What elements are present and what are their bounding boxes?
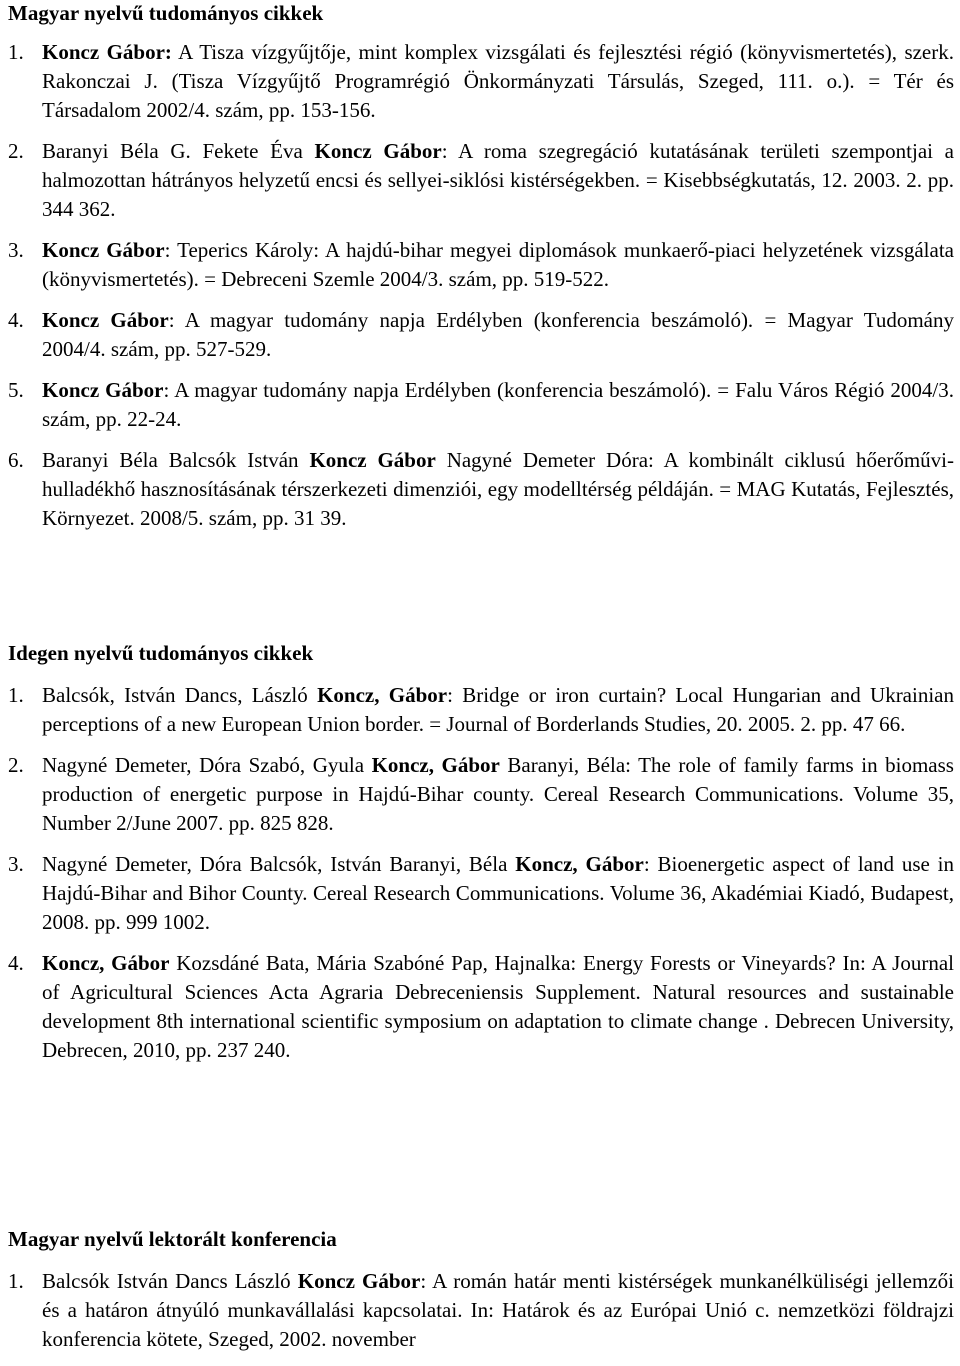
citation-text: Nagyné Demeter, Dóra Balcsók, István Baranyi, Béla: [42, 852, 516, 876]
entry-number: 2.: [8, 753, 24, 777]
entry-number: 3.: [8, 852, 24, 876]
citation-text: Nagyné Demeter Dóra: A kombinált ciklusú hőerőművi-hulladékhő hasznosításának térszerkezeti dimenziói, egy modelltérség példáján. = MAG Kutatás, Fejlesztés, Környezet. 2008/5. szám, pp. 31 39.: [42, 448, 954, 530]
entry-number: 1.: [8, 1269, 24, 1293]
citation-text: Balcsók István Dancs László: [42, 1269, 298, 1293]
bibliography-entry: [0, 137, 960, 224]
citation-text: Baranyi, Béla: The role of family farms in biomass production of energetic purpose in Hajdú-Bihar county. Cereal Research Communications. Volume 35, Number 2/June 2007. pp. 825 828.: [42, 753, 954, 835]
citation-text: : A magyar tudomány napja Erdélyben (konferencia beszámoló). = Falu Város Régió 2004/3. szám, pp. 22-24.: [42, 378, 954, 431]
section-heading-hungarian-articles: Magyar nyelvű tudományos cikkek: [8, 1, 324, 25]
entry-number: 4.: [8, 951, 24, 975]
citation-text: : A román határ menti kistérségek munkanélküliségi jellemzői és a határon átnyúló munkavállalási kapcsolatai. In: Határok és az Európai Unió c. nemzetközi földrajzi konferencia kötete, Szeged, 2002. november: [42, 1269, 954, 1351]
citation-text: Nagyné Demeter, Dóra Szabó, Gyula: [42, 753, 372, 777]
bibliography-entry: [0, 949, 960, 1065]
author-name-bold: Koncz, Gábor: [317, 683, 448, 707]
citation-text: Baranyi Béla Balcsók István: [42, 448, 310, 472]
citation-text: Kozsdáné Bata, Mária Szabóné Pap, Hajnalka: Energy Forests or Vineyards? In: A Journal of Agricultural Sciences Acta Agraria Debreceniensis Supplement. Natural resources and sustainable development 8th international scientific symposium on adaptation to climate change . Debrecen University, Debrecen, 2010, pp. 237 240.: [42, 951, 954, 1062]
author-name-bold: Koncz Gábor: [42, 308, 169, 332]
hungarian-conference-list: [0, 1267, 960, 1366]
entry-number: 4.: [8, 308, 24, 332]
citation-text: : Bridge or iron curtain? Local Hungarian and Ukrainian perceptions of a new European Union border. = Journal of Borderlands Studies, 20. 2005. 2. pp. 47 66.: [42, 683, 954, 736]
entry-number: 1.: [8, 40, 24, 64]
citation-text: Baranyi Béla G. Fekete Éva: [42, 139, 315, 163]
bibliography-entry: [0, 446, 960, 533]
citation-text: : Teperics Károly: A hajdú-bihar megyei diplomások munkaerő-piaci helyzetének vizsgálata (könyvismertetés). = Debreceni Szemle 2004/3. szám, pp. 519-522.: [42, 238, 954, 291]
author-name-bold: Koncz, Gábor: [42, 951, 170, 975]
hungarian-articles-list: [0, 38, 960, 545]
author-name-bold: Koncz Gábor: [42, 238, 165, 262]
bibliography-entry: [0, 236, 960, 294]
bibliography-entry: [0, 376, 960, 434]
citation-text: A Tisza vízgyűjtője, mint komplex vizsgálati és fejlesztési régió (könyvismertetés), szerk. Rakonczai J. (Tisza Vízgyűjtő Programrégió Önkormányzati Társulás, Szeged, 111. o.). = Tér és Társadalom 2002/4. szám, pp. 153-156.: [42, 40, 954, 122]
citation-text: : Bioenergetic aspect of land use in Hajdú-Bihar and Bihor County. Cereal Research Communications. Volume 36, Akadémiai Kiadó, Budapest, 2008. pp. 999 1002.: [42, 852, 955, 934]
entry-number: 6.: [8, 448, 24, 472]
section-heading-hungarian-conference: Magyar nyelvű lektorált konferencia: [8, 1227, 337, 1251]
bibliography-entry: [0, 38, 960, 125]
author-name-bold: Koncz Gábor: [314, 139, 442, 163]
author-name-bold: Koncz, Gábor: [371, 753, 500, 777]
bibliography-entry: [0, 751, 960, 838]
bibliography-entry: [0, 306, 960, 364]
citation-text: : A magyar tudomány napja Erdélyben (konferencia beszámoló). = Magyar Tudomány 2004/4. szám, pp. 527-529.: [42, 308, 954, 361]
author-name-bold: Koncz Gábor: [309, 448, 436, 472]
entry-number: 1.: [8, 683, 24, 707]
foreign-articles-list: [0, 681, 960, 1077]
author-name-bold: Koncz Gábor: [42, 378, 164, 402]
author-name-bold: Koncz, Gábor: [515, 852, 644, 876]
author-name-bold: Koncz Gábor:: [42, 40, 172, 64]
entry-number: 2.: [8, 139, 24, 163]
citation-text: Balcsók, István Dancs, László: [42, 683, 318, 707]
section-heading-foreign-articles: Idegen nyelvű tudományos cikkek: [8, 641, 314, 665]
author-name-bold: Koncz Gábor: [297, 1269, 421, 1293]
bibliography-entry: [0, 850, 960, 937]
entry-number: 5.: [8, 378, 24, 402]
citation-text: : A roma szegregáció kutatásának területi szempontjai a halmozottan hátrányos helyzetű encsi és sellyei-siklósi kistérségekben. = Kisebbségkutatás, 12. 2003. 2. pp. 344 362.: [42, 139, 954, 221]
entry-number: 3.: [8, 238, 24, 262]
bibliography-entry: [0, 681, 960, 739]
bibliography-entry: [0, 1267, 960, 1354]
